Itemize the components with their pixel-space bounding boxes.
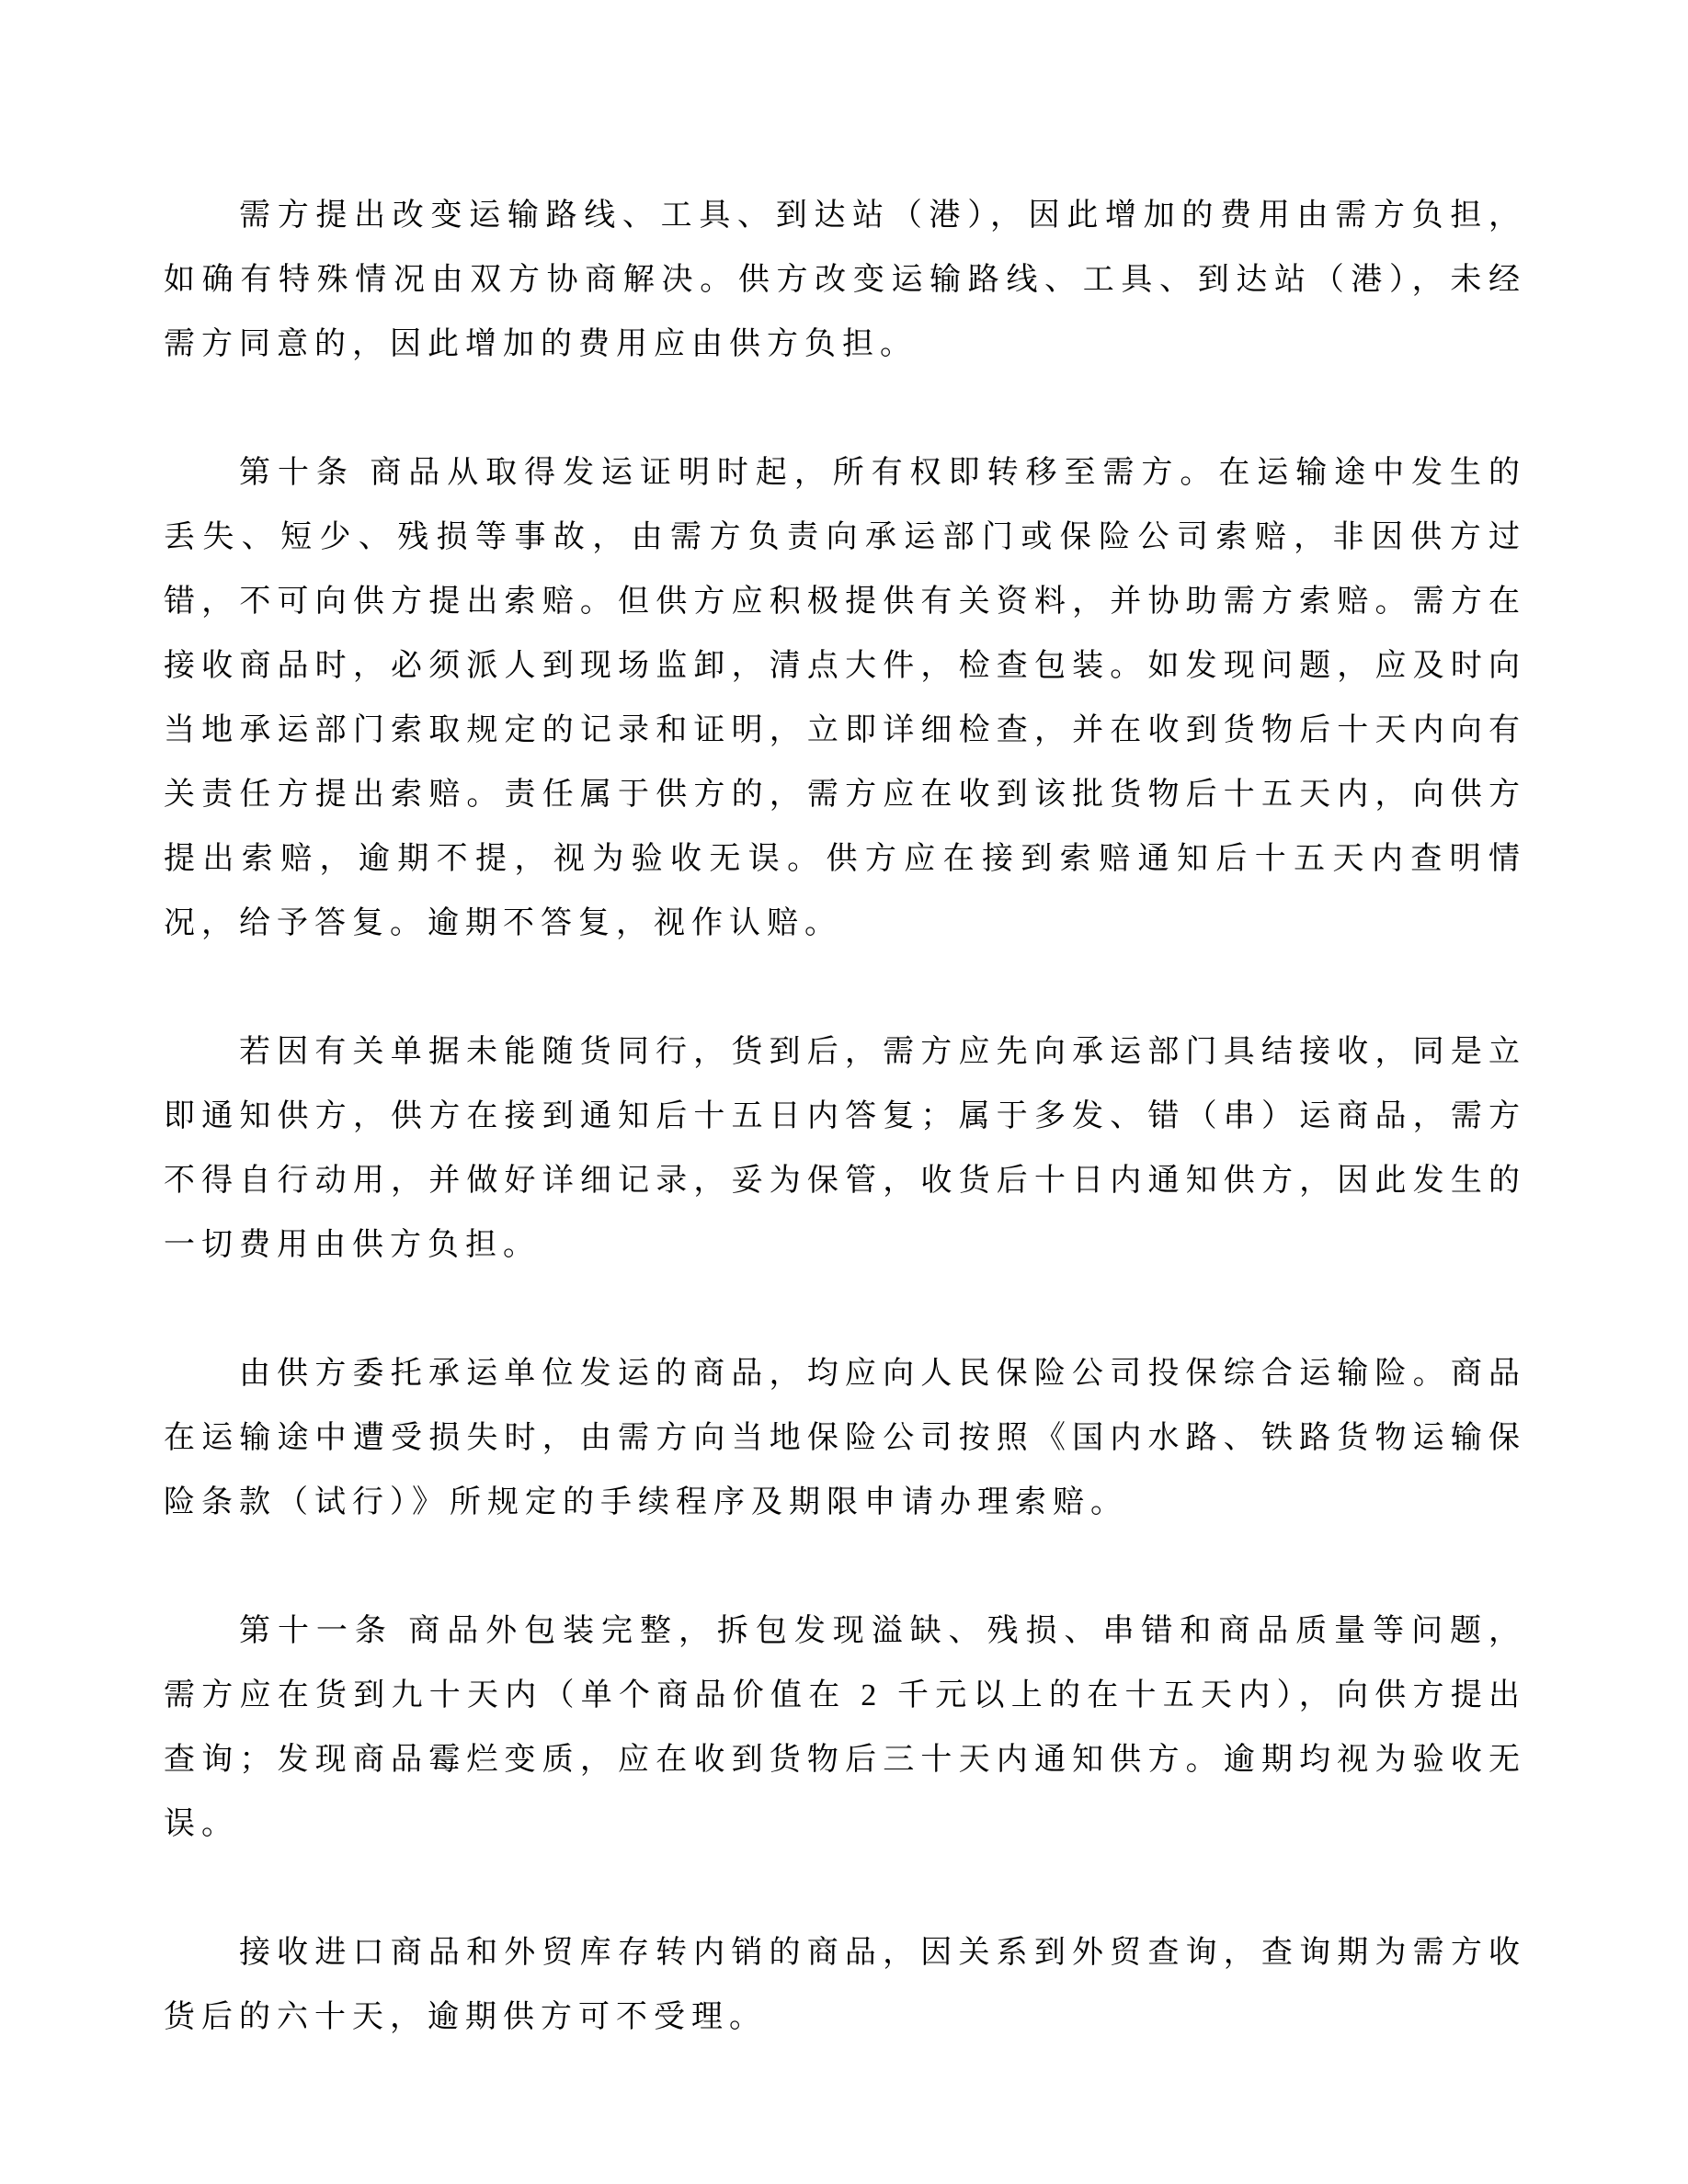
paragraph-missing-documents-handling: 若因有关单据未能随货同行，货到后，需方应先向承运部门具结接收，同是立即通知供方，供方在接到通知后十五日内答复；属于多发、错（串）运商品，需方不得自行动用，并做好详细记录，妥为保管，收货后十日内通知供方，因此发生的一切费用由供方负担。 [164,1035,1526,1262]
paragraph-article-11-packaging-inspection: 第十一条 商品外包装完整，拆包发现溢缺、残损、串错和商品质量等问题，需方应在货到九十天内（单个商品价值在 2 千元以上的在十五天内），向供方提出查询；发现商品霉烂变质，应在收到货物后三十天内通知供方。逾期均视为验收无误。 [164,1614,1526,1841]
paragraph-import-goods-inquiry-period: 接收进口商品和外贸库存转内销的商品，因关系到外贸查询，查询期为需方收货后的六十天，逾期供方可不受理。 [164,1936,1526,2034]
document-body [164,184,1526,2114]
paragraph-transport-route-change: 需方提出改变运输路线、工具、到达站（港），因此增加的费用由需方负担，如确有特殊情况由双方协商解决。供方改变运输路线、工具、到达站（港），未经需方同意的，因此增加的费用应由供方负担。 [164,199,1526,361]
paragraph-article-10-ownership-claims: 第十条 商品从取得发运证明时起，所有权即转移至需方。在运输途中发生的丢失、短少、残损等事故，由需方负责向承运部门或保险公司索赔，非因供方过错，不可向供方提出索赔。但供方应积极提供有关资料，并协助需方索赔。需方在接收商品时，必须派人到现场监卸，清点大件，检查包装。如发现问题，应及时向当地承运部门索取规定的记录和证明，立即详细检查，并在收到货物后十天内向有关责任方提出索赔。责任属于供方的，需方应在收到该批货物后十五天内，向供方提出索赔，逾期不提，视为验收无误。供方应在接到索赔通知后十五天内查明情况，给予答复。逾期不答复，视作认赔。 [164,456,1526,940]
paragraph-insurance-claims: 由供方委托承运单位发运的商品，均应向人民保险公司投保综合运输险。商品在运输途中遭受损失时，由需方向当地保险公司按照《国内水路、铁路货物运输保险条款（试行）》所规定的手续程序及期限申请办理索赔。 [164,1357,1526,1519]
